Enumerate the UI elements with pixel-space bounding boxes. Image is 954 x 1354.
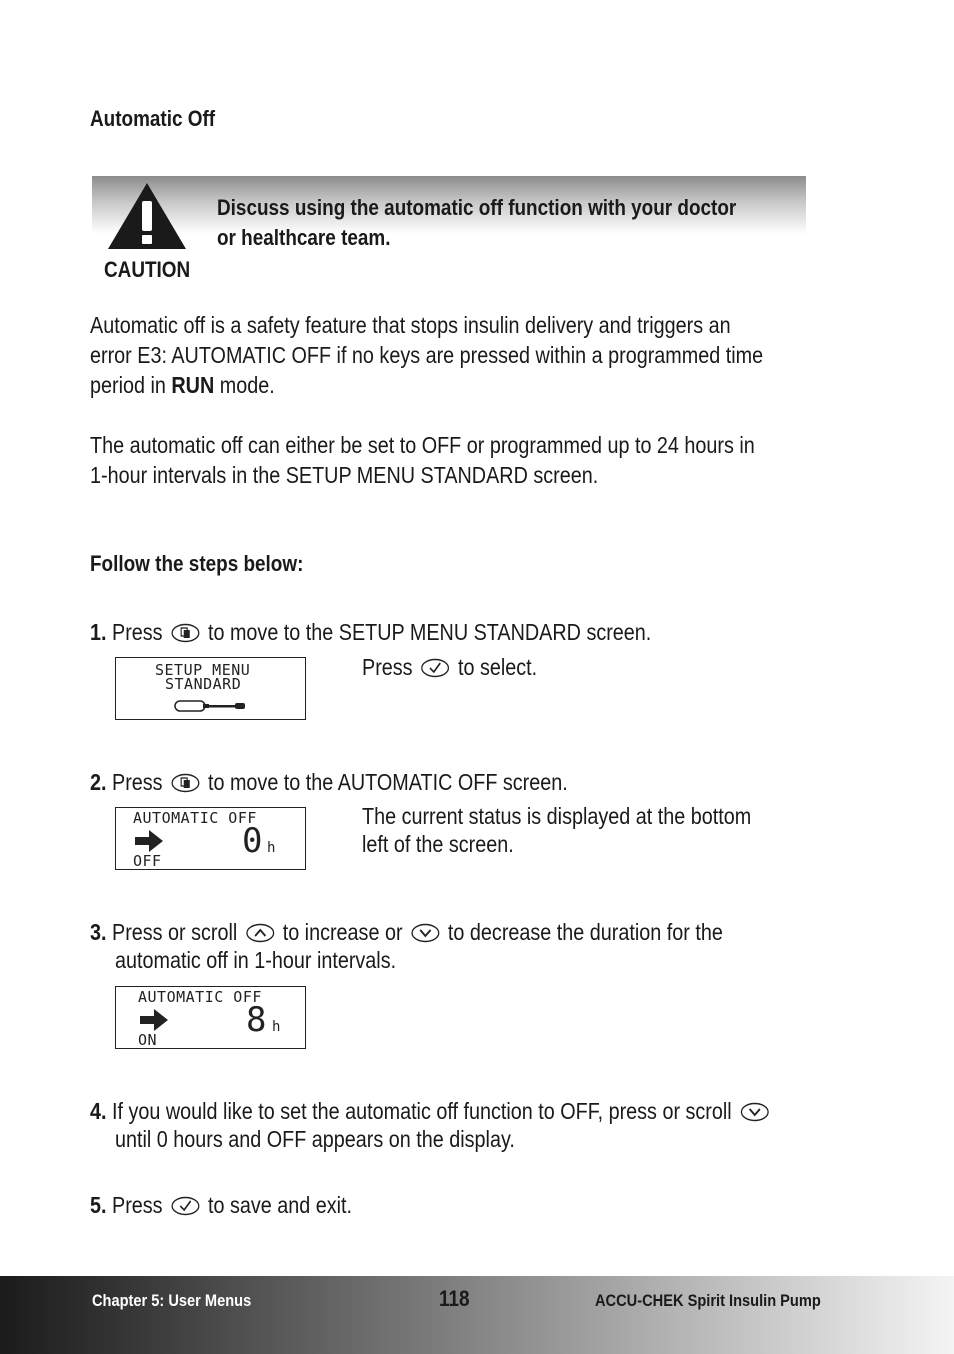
page-footer [0,1276,954,1354]
step-2: 2. Press to move to the AUTOMATIC OFF screen. [90,769,568,795]
run-mode-label: RUN [171,372,215,398]
step-number: 1. [90,619,107,645]
step-3: 3. Press or scroll to increase or to decrease the duration for the automatic off in 1-hour intervals. [90,919,723,973]
lcd-status: ON [138,1031,158,1049]
step-2-side-text: The current status is displayed at the bottom left of the screen. [362,803,752,857]
lcd-unit: h [272,1019,281,1035]
step-number: 2. [90,769,107,795]
arrow-right-icon [133,828,165,854]
lcd-line-2: STANDARD [165,675,242,693]
down-key-icon [740,1102,769,1122]
section-title: Automatic Off [90,106,216,131]
lcd-automatic-off-0h [115,807,306,870]
up-key-icon [245,923,274,943]
select-key-icon [171,1196,200,1216]
lcd-title: AUTOMATIC OFF [138,988,262,1006]
lcd-unit: h [267,840,276,856]
menu-key-icon [171,773,200,793]
caution-label: CAUTION [104,257,191,282]
menu-key-icon [171,623,200,643]
down-key-icon [411,923,440,943]
step-5: 5. Press to save and exit. [90,1192,353,1218]
step-number: 3. [90,919,107,945]
step-4: 4. If you would like to set the automatic off function to OFF, press or scroll until 0 hours and OFF appears on the display. [90,1097,883,1153]
footer-chapter: Chapter 5: User Menus [92,1291,252,1310]
arrow-right-icon [138,1007,170,1033]
intro-paragraph-1: Automatic off is a safety feature that stops insulin delivery and triggers an error E3: AUTOMATIC OFF if no keys are pressed within a programmed time period in RUN mode. [90,312,764,398]
lcd-title: AUTOMATIC OFF [133,809,257,827]
step-number: 5. [90,1192,107,1218]
intro-paragraph-2: The automatic off can either be set to OFF or programmed up to 24 hours in 1-hour intervals in the SETUP MENU STANDARD screen. [90,432,755,488]
page-number: 118 [439,1286,470,1311]
lcd-status: OFF [133,852,162,870]
footer-product: ACCU-CHEK Spirit Insulin Pump [595,1291,821,1310]
warning-triangle-icon [106,181,188,251]
lcd-automatic-off-8h [115,986,306,1049]
screwdriver-icon [173,698,248,714]
step-number: 4. [90,1098,107,1124]
step-1-side-text: Press to select. [362,654,538,680]
lcd-setup-menu-standard [115,657,306,720]
lcd-line-1: SETUP MENU [155,661,251,679]
select-key-icon [421,658,450,678]
caution-message: Discuss using the automatic off function with your doctor or healthcare team. [217,195,737,250]
lcd-value: 0 [242,821,263,861]
steps-heading: Follow the steps below: [90,551,304,576]
step-1: 1. Press to move to the SETUP MENU STANDARD screen. [90,619,652,645]
lcd-value: 8 [246,1000,267,1040]
